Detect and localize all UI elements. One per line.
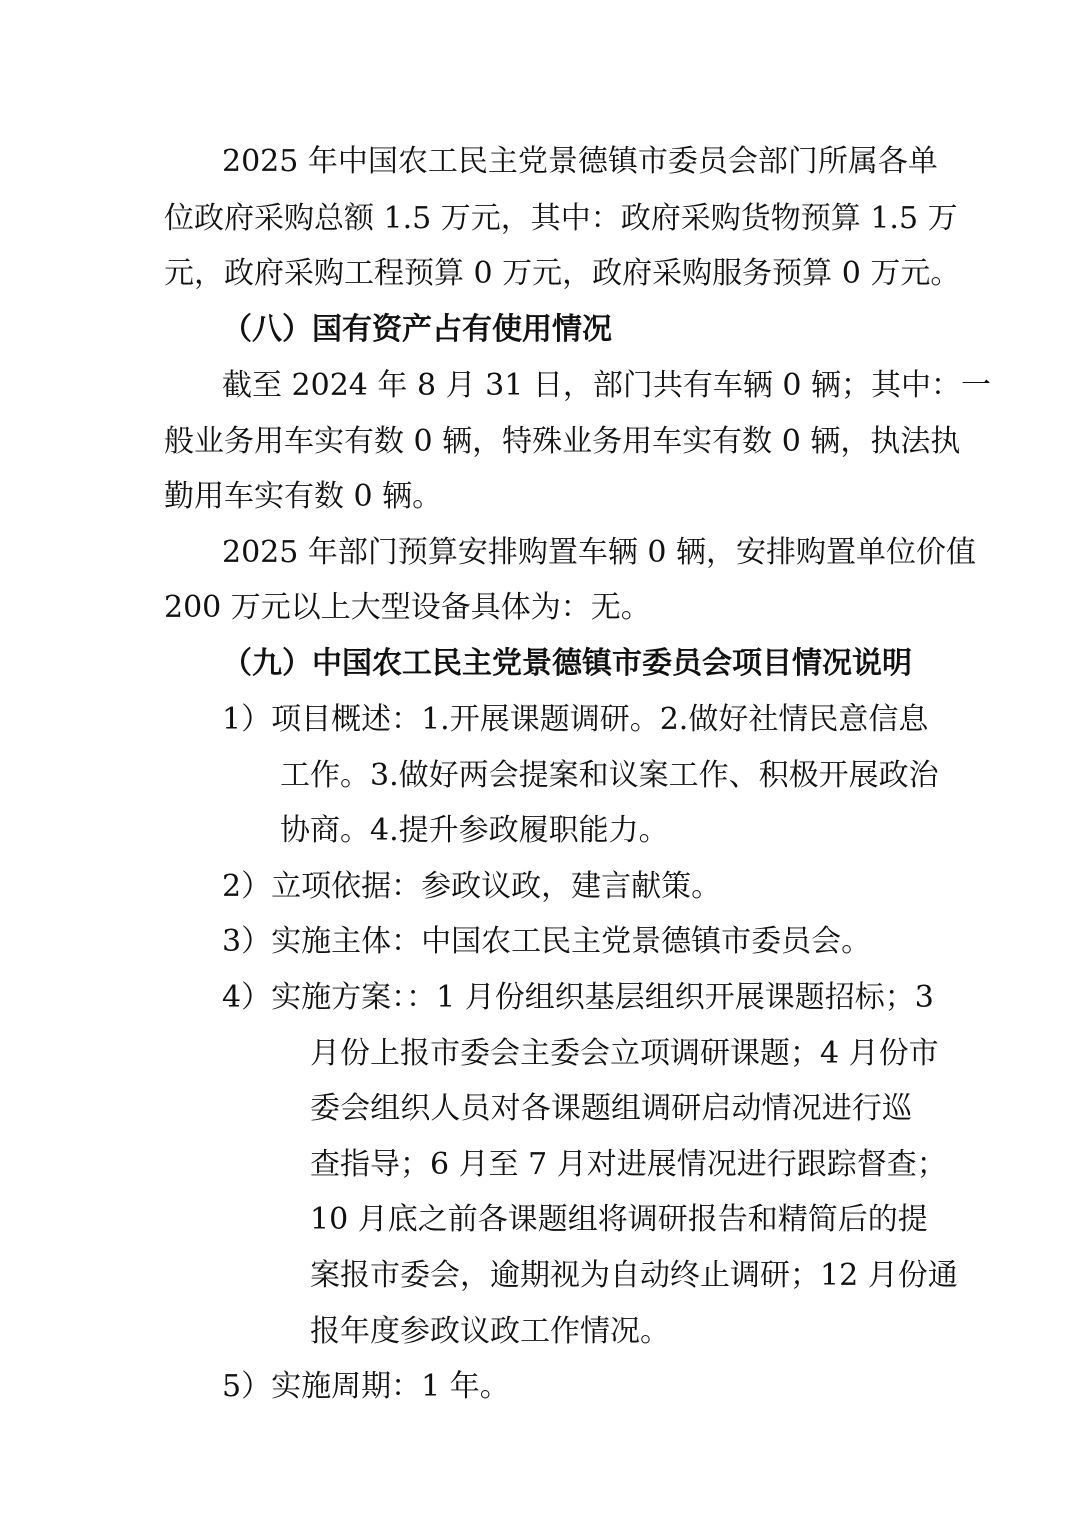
item4-line-1: 4）实施方案：：1 月份组织基层组织开展课题招标；3: [222, 980, 934, 1015]
purchase-plan-line-2: 200 万元以上大型设备具体为：无。: [164, 590, 651, 625]
section-heading-project: （九）中国农工民主党景德镇市委员会项目情况说明: [222, 646, 912, 681]
section-heading-assets: （八）国有资产占有使用情况: [222, 312, 612, 347]
procurement-line-2: 位政府采购总额 1.5 万元，其中：政府采购货物预算 1.5 万: [164, 201, 958, 236]
item4-line-3: 委会组织人员对各课题组调研启动情况进行巡: [310, 1091, 912, 1126]
item1-line-3: 协商。4.提升参政履职能力。: [280, 813, 669, 848]
purchase-plan-line-1: 2025 年部门预算安排购置车辆 0 辆，安排购置单位价值: [222, 535, 977, 570]
procurement-line-3: 元，政府采购工程预算 0 万元，政府采购服务预算 0 万元。: [164, 256, 961, 291]
item4-line-7: 报年度参政议政工作情况。: [310, 1314, 670, 1349]
item2-line: 2）立项依据：参政议政，建言献策。: [222, 869, 722, 904]
item3-line: 3）实施主体：中国农工民主党景德镇市委员会。: [222, 924, 872, 959]
vehicles-line-3: 勤用车实有数 0 辆。: [164, 479, 443, 514]
vehicles-line-2: 般业务用车实有数 0 辆，特殊业务用车实有数 0 辆，执法执: [164, 424, 961, 459]
vehicles-line-1: 截至 2024 年 8 月 31 日，部门共有车辆 0 辆；其中：一: [222, 368, 991, 403]
item4-line-5: 10 月底之前各课题组将调研报告和精简后的提: [310, 1202, 928, 1237]
item4-line-6: 案报市委会，逾期视为自动终止调研；12 月份通: [310, 1258, 958, 1293]
item1-line-1: 1）项目概述：1.开展课题调研。2.做好社情民意信息: [222, 702, 929, 737]
item4-line-2: 月份上报市委会主委会立项调研课题；4 月份市: [310, 1036, 939, 1071]
item5-line: 5）实施周期：1 年。: [222, 1369, 510, 1404]
item4-line-4: 查指导；6 月至 7 月对进展情况进行跟踪督查；: [310, 1147, 947, 1182]
item1-line-2: 工作。3.做好两会提案和议案工作、积极开展政治: [280, 758, 939, 793]
procurement-line-1: 2025 年中国农工民主党景德镇市委员会部门所属各单: [222, 144, 938, 179]
